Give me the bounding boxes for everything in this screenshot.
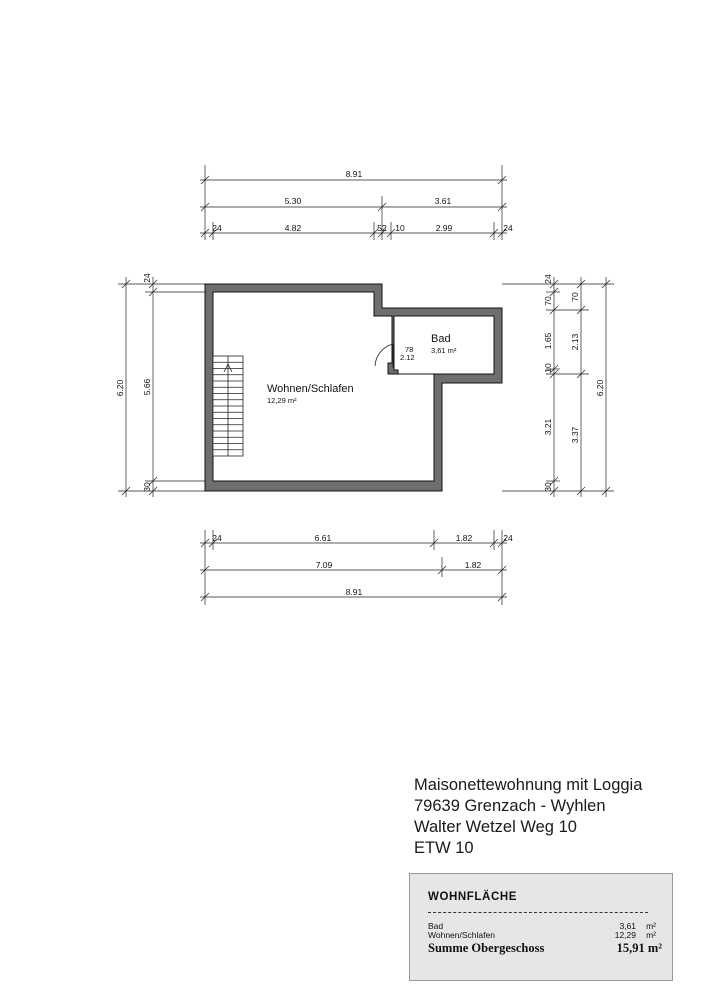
dim-top-left-part: 5.30 — [284, 196, 302, 206]
row-value: 3,61 — [619, 921, 636, 931]
dim-bottom-detail-1: 24 — [212, 533, 222, 543]
dim-right-inner-2: 70 — [543, 296, 553, 306]
room-wohnen-area: 12,29 m² — [267, 396, 297, 405]
dim-right-inner-4: 10 — [543, 363, 553, 373]
row-unit: m² — [646, 930, 656, 940]
door-height: 2.12 — [400, 353, 415, 362]
room-bad-name: Bad — [431, 333, 451, 345]
dim-bottom-detail-4: 24 — [503, 533, 513, 543]
dim-bottom-detail-2: 6.61 — [314, 533, 332, 543]
dim-right-inner-6: 30 — [543, 482, 553, 492]
dim-top-detail-2: 4.82 — [284, 223, 302, 233]
door-width: 78 — [405, 345, 414, 354]
dim-top-detail-5: 2.99 — [435, 223, 453, 233]
sum-value: 15,91 m² — [616, 941, 662, 955]
dim-right-inner-3: 1.65 — [543, 332, 553, 350]
row-unit: m² — [646, 921, 656, 931]
dim-left-inner: 5.66 — [142, 378, 152, 396]
sum-label: Summe Obergeschoss — [428, 941, 545, 955]
dim-top-right-part: 3.61 — [434, 196, 452, 206]
address-line-1: Maisonettewohnung mit Loggia — [414, 776, 643, 794]
address-line-3: Walter Wetzel Weg 10 — [414, 818, 577, 836]
dim-top-detail-6: 24 — [503, 223, 513, 233]
row-name: Wohnen/Schlafen — [428, 930, 495, 940]
dim-left-top-wall: 24 — [142, 273, 152, 283]
dim-bottom-mid-left: 7.09 — [315, 560, 333, 570]
dim-right-outer-3: 3.37 — [570, 426, 580, 444]
dim-left-total: 6.20 — [115, 379, 125, 397]
dim-top-detail-4: 10 — [395, 223, 405, 233]
dim-left-bottom-wall: 30 — [142, 482, 152, 492]
dim-right-inner-5: 3.21 — [543, 418, 553, 436]
dim-right-outer-2: 2.13 — [570, 333, 580, 351]
room-bad-area: 3,61 m² — [431, 346, 457, 355]
dimension-lines — [118, 165, 614, 605]
wohnflaeche-title: WOHNFLÄCHE — [428, 891, 518, 903]
address-line-2: 79639 Grenzach - Wyhlen — [414, 797, 606, 815]
dim-top-detail-1: 24 — [212, 223, 222, 233]
wohnflaeche-box — [409, 873, 673, 981]
dim-right-total: 6.20 — [595, 379, 605, 397]
dim-right-inner-1: 24 — [543, 274, 553, 284]
row-name: Bad — [428, 921, 444, 931]
room-wohnen-name: Wohnen/Schlafen — [267, 383, 354, 395]
dim-right-outer-1: 70 — [570, 292, 580, 302]
address-block — [414, 775, 642, 859]
dim-bottom-detail-3: 1.82 — [455, 533, 473, 543]
dim-bottom-mid-right: 1.82 — [464, 560, 482, 570]
dim-bottom-total: 8.91 — [345, 587, 363, 597]
wohnflaeche-separator — [428, 912, 648, 913]
row-value: 12,29 — [614, 930, 636, 940]
address-line-4: ETW 10 — [414, 839, 474, 857]
staircase — [213, 356, 243, 456]
dim-top-total: 8.91 — [345, 169, 363, 179]
dim-top-detail-3: 52 — [377, 223, 387, 233]
